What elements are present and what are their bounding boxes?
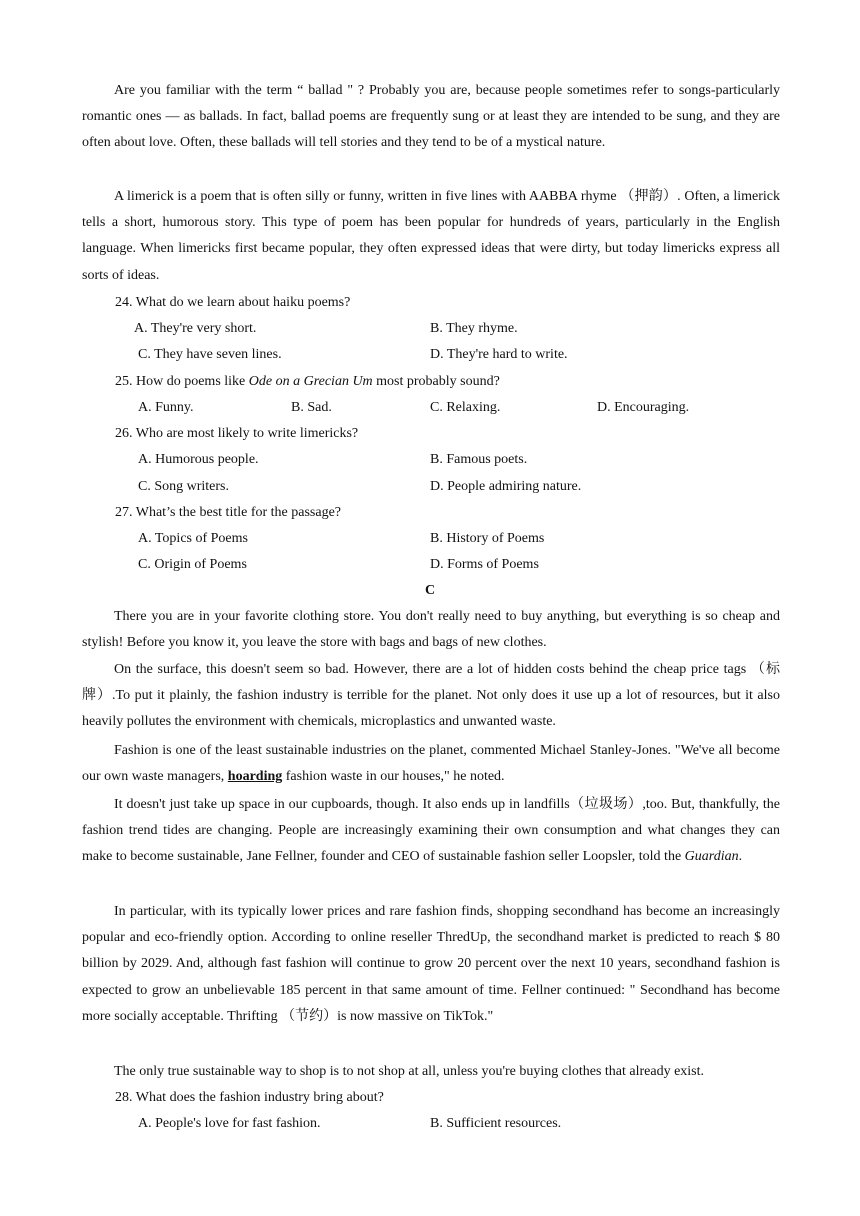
- paragraph-c6: The only true sustainable way to shop is to not shop at all, unless you're buying clothes that already exist.: [114, 1064, 705, 1079]
- question-27-option-b: B. History of Poems: [430, 531, 545, 546]
- underlined-word-hoarding: hoarding: [227, 769, 283, 785]
- question-24-option-b: B. They rhyme.: [430, 321, 518, 336]
- paragraph-c3-post: fashion waste in our houses," he noted.: [282, 769, 505, 785]
- paragraph-c4: [82, 792, 780, 871]
- question-27-option-c: C. Origin of Poems: [138, 557, 247, 572]
- paragraph-c5: In particular, with its typically lower prices and rare fashion finds, shopping secondhand has become an increasingly popular and eco-friendly option. According to online reseller ThredUp, the secondhand market is predicted to reach $ 80 billion by 2029. And, although fast fashion will continue to grow 20 percent over the next 10 years, secondhand fashion is expected to grow an unbelievable 185 percent in that same amount of time. Fellner continued: " Secondhand has become more socially acceptable. Thrifting （节约）is now massive on TikTok.": [82, 904, 780, 1024]
- newspaper-name-italic: Guardian: [684, 849, 739, 865]
- question-25-stem: [115, 369, 500, 395]
- question-24-option-d: D. They're hard to write.: [430, 347, 568, 362]
- paragraph-c3-pre: Fashion is one of the least sustainable industries on the planet, commented Michael Stanley-Jones. "We've all become our own waste managers,: [82, 743, 780, 785]
- paragraph-limerick: A limerick is a poem that is often silly or funny, written in five lines with AABBA rhyme （押韵）. Often, a limerick tells a short, humorous story. This type of poem has been popular for hundreds of years, particularly in the English language. When limericks first became popular, they often expressed ideas that were dirty, but today limericks express all sorts of ideas.: [82, 189, 780, 283]
- paragraph-c4-post: .: [738, 849, 743, 865]
- question-28-option-b: B. Sufficient resources.: [430, 1116, 562, 1131]
- question-26-option-d: D. People admiring nature.: [430, 479, 582, 494]
- question-27-stem: 27. What’s the best title for the passage?: [115, 505, 342, 520]
- question-28-option-a: A. People's love for fast fashion.: [138, 1116, 321, 1131]
- paragraph-ballad: Are you familiar with the term “ ballad " ? Probably you are, because people sometimes refer to songs-particularly romantic ones — as ballads. In fact, ballad poems are frequently sung or at least they are intended to be sung, and they are often about love. Often, these ballads will tell stories and they tend to be of a mystical nature.: [82, 83, 780, 151]
- question-26-option-a: A. Humorous people.: [138, 452, 259, 467]
- question-27-option-d: D. Forms of Poems: [430, 557, 539, 572]
- question-24-stem: 24. What do we learn about haiku poems?: [115, 295, 351, 310]
- question-25-title-italic: Ode on a Grecian Um: [248, 374, 373, 389]
- question-24-option-c: C. They have seven lines.: [138, 347, 282, 362]
- question-25-option-b: B. Sad.: [291, 400, 332, 415]
- question-28-stem: 28. What does the fashion industry bring about?: [115, 1090, 384, 1105]
- paragraph-c1: There you are in your favorite clothing store. You don't really need to buy anything, but everything is so cheap and stylish! Before you know it, you leave the store with bags and bags of new clothes.: [82, 609, 780, 651]
- question-25-option-d: D. Encouraging.: [597, 400, 690, 415]
- question-26-option-c: C. Song writers.: [138, 479, 229, 494]
- section-heading-c: C: [424, 583, 436, 598]
- question-25-stem-post: most probably sound?: [372, 374, 500, 389]
- question-27-option-a: A. Topics of Poems: [138, 531, 248, 546]
- paragraph-c3: [82, 738, 780, 790]
- question-26-stem: 26. Who are most likely to write limericks?: [115, 426, 359, 441]
- question-26-option-b: B. Famous poets.: [430, 452, 528, 467]
- paragraph-c2: On the surface, this doesn't seem so bad. However, there are a lot of hidden costs behind the cheap price tags （标牌）.To put it plainly, the fashion industry is terrible for the planet. Not only does it use up a lot of resources, but it also heavily pollutes the environment with chemicals, microplastics and unwanted waste.: [82, 662, 780, 730]
- question-25-option-c: C. Relaxing.: [430, 400, 501, 415]
- question-25-stem-pre: 25. How do poems like: [115, 374, 249, 389]
- question-25-option-a: A. Funny.: [138, 400, 194, 415]
- question-24-option-a: A. They're very short.: [134, 321, 257, 336]
- paragraph-c4-pre: It doesn't just take up space in our cupboards, though. It also ends up in landfills（垃圾场）,too. But, thankfully, the fashion trend tides are changing. People are increasingly examining their own consumption and what changes they can make to become sustainable, Jane Fellner, founder and CEO of sustainable fashion seller Loopsler, told the: [82, 797, 780, 865]
